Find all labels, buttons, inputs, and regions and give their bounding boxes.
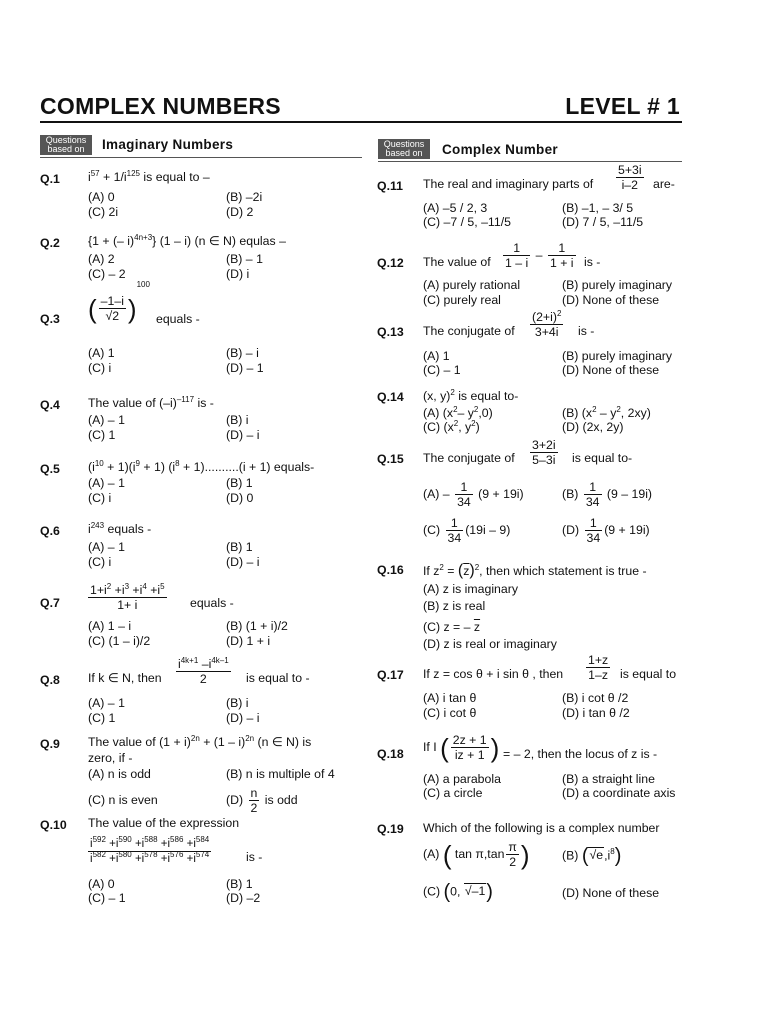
option-c: (C) –7 / 5, –11/5 (423, 215, 511, 229)
option-d: (D) 2 (226, 205, 254, 219)
option-d: (D) 1 + i (226, 634, 271, 648)
section-title: Imaginary Numbers (102, 137, 234, 152)
option-c: (C) ($x^2$, $y^2$) (423, 418, 480, 434)
option-c: (C) i (88, 555, 112, 569)
option-b: (B) –2i (226, 190, 263, 204)
question-number: Q.12 (377, 256, 404, 270)
option-a: (A) – 1 (88, 413, 125, 427)
question-text-pre: The value of (423, 255, 491, 269)
option-d: (D) 7 / 5, –11/5 (562, 215, 644, 229)
option-a: (A) – 1 (88, 540, 125, 554)
question-text: Which of the following is a complex number (423, 821, 660, 835)
option-a: (A) i tan θ (423, 691, 477, 705)
question-text-post: is equal to- (572, 451, 633, 465)
option-a: (A) –5 / 2, 3 (423, 201, 488, 215)
question-number: Q.1 (40, 172, 60, 186)
option-a: (A) 1 (423, 349, 450, 363)
question-number: Q.2 (40, 236, 60, 250)
question-text-post: are- (653, 177, 675, 191)
option-a: (A) n is odd (88, 767, 151, 781)
option-a: (A) 1 (88, 346, 115, 360)
question-expression: $\frac{5+3i}{i-2}$ (618, 163, 642, 192)
section-title: Complex Number (442, 142, 558, 157)
question-text: The value of $(-i)^{-117}$ is - (88, 394, 214, 410)
question-text-post: is - (578, 324, 595, 338)
option-d: (D) a coordinate axis (562, 786, 676, 800)
option-c: (C) n is even (88, 793, 158, 807)
option-a: (A) purely rational (423, 278, 521, 292)
option-d: (D) – i (226, 711, 260, 725)
question-number: Q.18 (377, 747, 404, 761)
option-b: (B) – 1 (226, 252, 263, 266)
option-d: (D) $\frac{1}{34}$ (9 + 19i) (562, 516, 650, 545)
option-a: (A) – $\frac{1}{34}$ (9 + 19i) (423, 480, 524, 509)
page-title: COMPLEX NUMBERS (40, 93, 281, 119)
option-c: (C) – 2 (88, 267, 126, 281)
page-header (40, 93, 682, 123)
question-expression: $\frac{i^{4k+1} -i^{4k-1}}{2}$ (178, 655, 229, 686)
question-number: Q.9 (40, 737, 60, 751)
option-b: (B) 1 (226, 877, 253, 891)
option-d: (D) – i (226, 555, 260, 569)
question-text-pre: The real and imaginary parts of (423, 177, 594, 191)
question-text: The value of $(1 + i)^{2n} + (1 - i)^{2n}$ (n ∈ N) is (88, 733, 312, 749)
question-text-post: = – 2, then the locus of z is - (503, 747, 658, 761)
option-c: (C) i (88, 491, 112, 505)
option-a: (A) z is imaginary (423, 582, 518, 596)
question-number: Q.3 (40, 312, 60, 326)
question-text: If $z^2 = (\overline{z})^2$, then which statement is true - (423, 562, 647, 579)
option-d: (D) None of these (562, 363, 660, 377)
question-text-pre: The conjugate of (423, 451, 515, 465)
option-c: (C) – 1 (88, 891, 126, 905)
option-d: (D) z is real or imaginary (423, 637, 557, 651)
option-d: (D) $\frac{n}{2}$ is odd (226, 786, 298, 815)
option-b: (B) ($x^2 - y^2$, 2xy) (562, 404, 651, 420)
option-b: (B) a straight line (562, 772, 655, 786)
option-c: (C) z = – $\overline{z}$ (423, 620, 481, 634)
option-a: (A) 0 (88, 190, 115, 204)
question-number: Q.14 (377, 390, 404, 404)
question-text-line2: zero, if - (88, 751, 133, 765)
option-a: (A) ($x^2-$ $y^2,0$) (423, 404, 493, 420)
question-number: Q.13 (377, 325, 404, 339)
option-d: (D) i (226, 267, 250, 281)
question-text: The value of the expression (88, 816, 240, 830)
option-d: (D) None of these (562, 293, 660, 307)
question-number: Q.5 (40, 462, 60, 476)
question-number: Q.19 (377, 822, 404, 836)
option-b: (B) n is multiple of 4 (226, 767, 335, 781)
question-number: Q.6 (40, 524, 60, 538)
option-a: (A) – 1 (88, 696, 125, 710)
option-b: (B) –1, – 3/ 5 (562, 201, 634, 215)
question-expression: $\frac{i^{592} +i^{590} +i^{588} +i^{586} +i^{584}}{i^{582} +i^{580} +i^{578} +i^{576} +i^{574}}$ (90, 835, 210, 865)
question-text: $i^{57} + 1/i^{125}$ is equal to – (88, 168, 210, 184)
question-text: $(i^{10} + 1)(i^9 + 1) (i^8 + 1)..........(i + 1)$ equals- (88, 458, 315, 474)
option-d: (D) 0 (226, 491, 254, 505)
option-c: (C) 1 (88, 711, 116, 725)
question-expression: $\frac{3+2i}{5-3i}$ (532, 438, 556, 467)
option-c: (C) i cot θ (423, 706, 477, 720)
option-b: (B) i (226, 413, 249, 427)
question-number: Q.11 (377, 179, 403, 193)
question-number: Q.4 (40, 398, 60, 412)
option-c: (C) $\frac{1}{34}$ (19i – 9) (423, 516, 511, 545)
question-text-post: is - (246, 850, 263, 864)
question-text: $i^{243}$ equals - (88, 520, 152, 536)
option-d: (D) i tan θ /2 (562, 706, 630, 720)
question-expression: $\frac{1}{1 - i}$ – $\frac{1}{1 + i}$ (505, 241, 574, 270)
option-d: (D) –2 (226, 891, 261, 905)
question-number: Q.10 (40, 818, 67, 832)
option-b: (B) (1 + i)/2 (226, 619, 288, 633)
option-b: (B) 1 (226, 540, 253, 554)
question-expression: If I ( $\frac{2z + 1}{iz + 1}$ ) (423, 732, 500, 763)
option-c: (C) a circle (423, 786, 483, 800)
option-b: (B) 1 (226, 476, 253, 490)
question-expression: $\frac{(2+i)^2}{3+4i}$ (532, 308, 562, 339)
option-a: (A) 2 (88, 252, 115, 266)
option-d: (D) (2x, 2y) (562, 420, 624, 434)
option-c: (C) – 1 (423, 363, 461, 377)
option-a: (A) – 1 (88, 476, 125, 490)
question-text-post: is - (584, 255, 601, 269)
option-d: (D) – i (226, 428, 260, 442)
option-c: (C) 2i (88, 205, 119, 219)
option-d: (D) – 1 (226, 361, 264, 375)
question-number: Q.15 (377, 452, 404, 466)
option-b: (B) z is real (423, 599, 486, 613)
question-text-post: is equal to (620, 667, 677, 681)
level-label: LEVEL # 1 (565, 93, 680, 119)
option-b: (B) $(√e,i^8)$ (562, 845, 622, 867)
question-text: {1 + (– i)$^{4n+3}$} (1 – i) (n ∈ N) equlas – (88, 232, 286, 248)
question-text-post: is equal to - (246, 671, 310, 685)
option-b: (B) i cot θ /2 (562, 691, 629, 705)
option-c: (C) (0, √–1) (423, 881, 493, 903)
question-number: Q.17 (377, 668, 404, 682)
option-a: (A) a parabola (423, 772, 501, 786)
question-number: Q.8 (40, 673, 60, 687)
option-b: (B) purely imaginary (562, 278, 673, 292)
question-number: Q.16 (377, 563, 404, 577)
question-text-pre: The conjugate of (423, 324, 515, 338)
section-header-right (378, 139, 682, 162)
option-a: (A) 0 (88, 877, 115, 891)
question-text-pre: If k ∈ N, then (88, 671, 162, 685)
question-text: (x, y)$^2$ is equal to- (423, 387, 519, 403)
option-c: (C) (1 – i)/2 (88, 634, 151, 648)
option-b: (B) i (226, 696, 249, 710)
option-a: (A) 1 – i (88, 619, 132, 633)
option-d: (D) None of these (562, 886, 660, 900)
question-text: equals - (156, 312, 200, 326)
question-expression: ( $\frac{-1-i}{√2}$ )$^{100}$ (88, 279, 150, 324)
questions-based-on-badge: Questions based on (40, 135, 92, 155)
option-b: (B) $\frac{1}{34}$ (9 – 19i) (562, 480, 653, 509)
option-c: (C) 1 (88, 428, 116, 442)
option-b: (B) purely imaginary (562, 349, 673, 363)
question-number: Q.7 (40, 596, 60, 610)
option-c: (C) purely real (423, 293, 501, 307)
question-text-pre: If z = cos θ + i sin θ , then (423, 667, 564, 681)
option-b: (B) – i (226, 346, 259, 360)
section-header-left (40, 135, 362, 158)
question-expression: $\frac{1+z}{1-z}$ (588, 653, 609, 682)
questions-based-on-badge: Questions based on (378, 139, 430, 159)
question-text: equals - (190, 596, 234, 610)
option-c: (C) i (88, 361, 112, 375)
option-a: (A) ( tan π,tan $\frac{\pi}{2}$ ) (423, 839, 530, 870)
question-expression: $\frac{1+i^2 +i^3 +i^4 +i^5}{1+ i}$ (90, 581, 165, 612)
